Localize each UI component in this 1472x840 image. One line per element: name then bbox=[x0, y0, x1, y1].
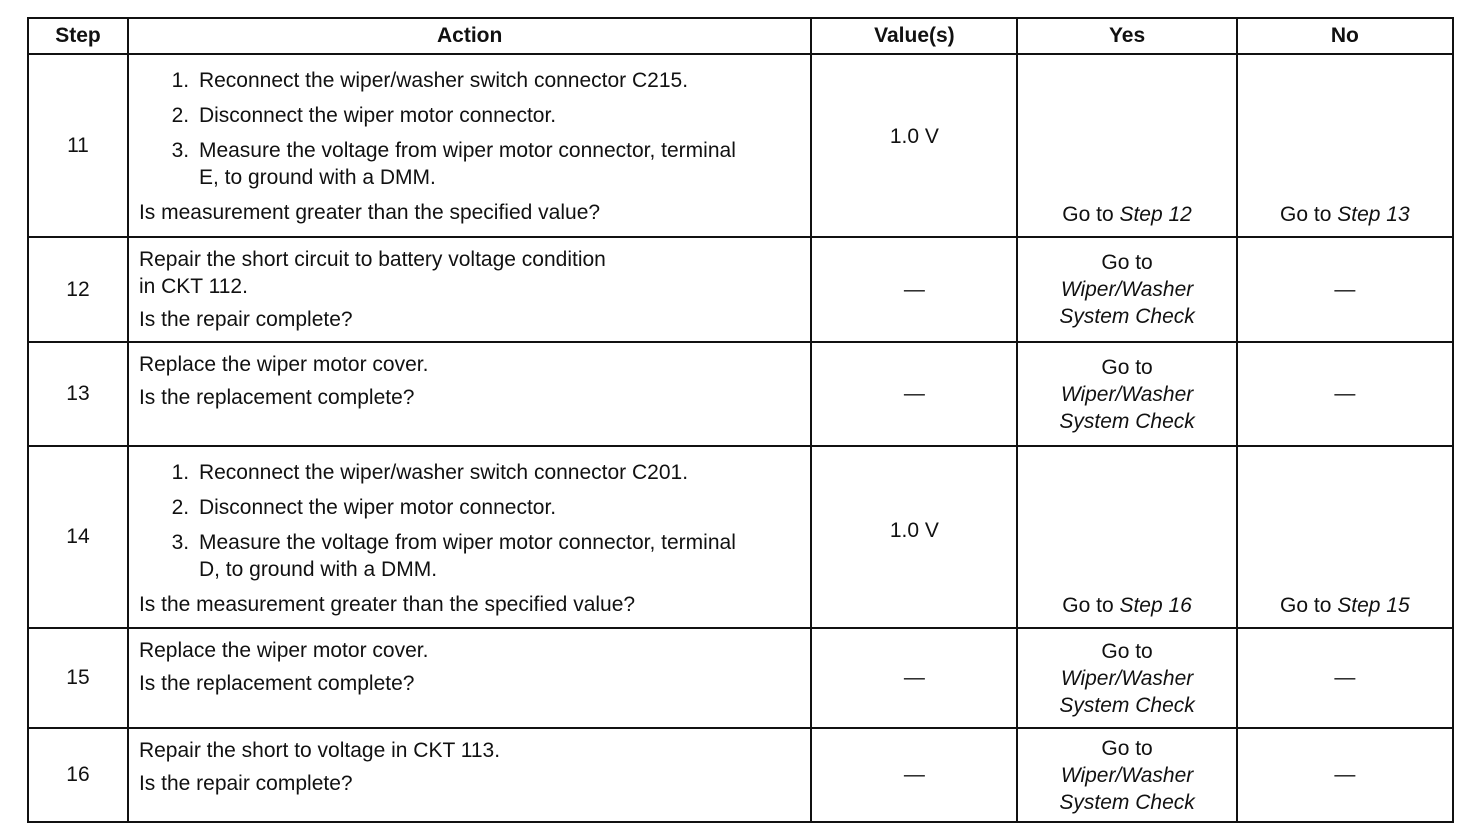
action-text: Replace the wiper motor cover. bbox=[138, 353, 429, 376]
no-link[interactable]: Step 15 bbox=[1337, 594, 1410, 617]
no-cell bbox=[1237, 446, 1453, 628]
no-value: — bbox=[1334, 277, 1356, 301]
yes-prefix: Go to bbox=[1101, 639, 1153, 663]
value-text: 1.0 V bbox=[889, 519, 939, 542]
action-cell bbox=[128, 728, 811, 822]
action-cell bbox=[128, 342, 811, 446]
header-step: Step bbox=[28, 18, 128, 54]
procedure-list bbox=[139, 459, 800, 583]
no-cell bbox=[1237, 237, 1453, 342]
table-row bbox=[28, 728, 1453, 822]
list-item: 2. Disconnect the wiper motor connector. bbox=[195, 102, 800, 129]
no-cell bbox=[1237, 342, 1453, 446]
yes-cell bbox=[1017, 628, 1236, 728]
action-cell bbox=[128, 237, 811, 342]
table-row bbox=[28, 446, 1453, 628]
header-action: Action bbox=[128, 18, 811, 54]
no-prefix: Go to bbox=[1280, 594, 1338, 617]
action-text: in CKT 112. bbox=[138, 275, 248, 298]
value-text: — bbox=[903, 666, 925, 689]
no-cell bbox=[1237, 54, 1453, 237]
no-cell bbox=[1237, 628, 1453, 728]
list-item: 1. Reconnect the wiper/washer switch connector C201. bbox=[195, 459, 800, 486]
yes-prefix: Go to bbox=[1101, 355, 1153, 379]
step-number: 14 bbox=[28, 446, 128, 628]
yes-link[interactable]: System Check bbox=[1059, 693, 1195, 717]
question-text: Is the repair complete? bbox=[138, 772, 353, 795]
action-text: Replace the wiper motor cover. bbox=[138, 639, 429, 662]
yes-prefix: Go to bbox=[1062, 203, 1120, 226]
yes-prefix: Go to bbox=[1062, 594, 1120, 617]
step-number: 16 bbox=[28, 728, 128, 822]
table-row bbox=[28, 237, 1453, 342]
yes-prefix: Go to bbox=[1101, 736, 1153, 760]
question-text: Is measurement greater than the specified value? bbox=[138, 201, 601, 224]
value-cell bbox=[811, 628, 1017, 728]
value-text: — bbox=[903, 763, 925, 786]
yes-cell bbox=[1017, 342, 1236, 446]
yes-cell bbox=[1017, 446, 1236, 628]
step-number: 11 bbox=[28, 54, 128, 237]
yes-link[interactable]: Wiper/Washer bbox=[1060, 763, 1194, 787]
value-cell bbox=[811, 342, 1017, 446]
value-cell bbox=[811, 237, 1017, 342]
list-item: 3. Measure the voltage from wiper motor connector, terminal E, to ground with a DMM. bbox=[195, 137, 759, 191]
no-prefix: Go to bbox=[1280, 203, 1338, 226]
diagnostic-table bbox=[27, 17, 1454, 823]
yes-link[interactable]: Wiper/Washer bbox=[1060, 382, 1194, 406]
procedure-list bbox=[139, 67, 800, 191]
yes-cell bbox=[1017, 237, 1236, 342]
yes-link[interactable]: System Check bbox=[1059, 305, 1195, 328]
yes-cell bbox=[1017, 54, 1236, 237]
no-value: — bbox=[1334, 763, 1356, 786]
value-text: — bbox=[903, 277, 925, 301]
header-yes: Yes bbox=[1017, 18, 1236, 54]
yes-cell bbox=[1017, 728, 1236, 822]
action-cell bbox=[128, 54, 811, 237]
action-text: Repair the short to voltage in CKT 113. bbox=[138, 739, 501, 762]
value-text: 1.0 V bbox=[889, 125, 939, 148]
yes-link[interactable]: System Check bbox=[1059, 790, 1195, 814]
value-cell bbox=[811, 54, 1017, 237]
no-link[interactable]: Step 13 bbox=[1337, 203, 1410, 226]
action-text: Repair the short circuit to battery voltage condition bbox=[138, 248, 606, 271]
list-item: 3. Measure the voltage from wiper motor connector, terminal D, to ground with a DMM. bbox=[195, 529, 759, 583]
step-number: 13 bbox=[28, 342, 128, 446]
table-row bbox=[28, 342, 1453, 446]
no-value: — bbox=[1334, 382, 1356, 405]
action-cell bbox=[128, 628, 811, 728]
yes-link[interactable]: Step 12 bbox=[1119, 203, 1192, 226]
yes-link[interactable]: Step 16 bbox=[1119, 594, 1192, 617]
question-text: Is the replacement complete? bbox=[138, 672, 415, 695]
yes-link[interactable]: Wiper/Washer bbox=[1060, 666, 1194, 690]
action-cell bbox=[128, 446, 811, 628]
value-cell bbox=[811, 728, 1017, 822]
value-cell bbox=[811, 446, 1017, 628]
no-value: — bbox=[1334, 666, 1356, 689]
list-item: 2. Disconnect the wiper motor connector. bbox=[195, 494, 800, 521]
question-text: Is the measurement greater than the specified value? bbox=[138, 593, 636, 616]
list-item: 1. Reconnect the wiper/washer switch connector C215. bbox=[195, 67, 800, 94]
header-no: No bbox=[1237, 18, 1453, 54]
value-text: — bbox=[903, 382, 925, 405]
table-row bbox=[28, 628, 1453, 728]
question-text: Is the repair complete? bbox=[138, 308, 353, 331]
no-cell bbox=[1237, 728, 1453, 822]
yes-link[interactable]: System Check bbox=[1059, 409, 1195, 433]
yes-link[interactable]: Wiper/Washer bbox=[1060, 278, 1194, 301]
yes-prefix: Go to bbox=[1101, 251, 1153, 274]
step-number: 12 bbox=[28, 237, 128, 342]
table-row bbox=[28, 54, 1453, 237]
header-values: Value(s) bbox=[811, 18, 1017, 54]
step-number: 15 bbox=[28, 628, 128, 728]
header-row bbox=[28, 18, 1453, 54]
question-text: Is the replacement complete? bbox=[138, 386, 415, 409]
